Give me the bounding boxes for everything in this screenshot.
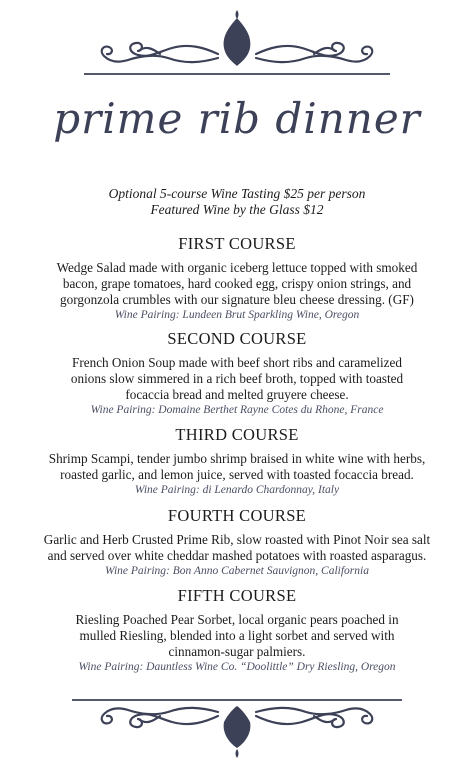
intro-block <box>0 186 474 218</box>
course-fourth <box>12 506 462 579</box>
course-description <box>12 451 462 483</box>
course-heading: THIRD COURSE <box>175 425 299 444</box>
course-description <box>12 532 462 564</box>
wine-pairing: Wine Pairing: Domaine Berthet Rayne Cotes du Rhone, France <box>90 404 384 416</box>
menu-title: prime rib dinner <box>53 94 421 143</box>
course-second <box>12 329 462 418</box>
description-line: Riesling Poached Pear Sorbet, local organic pears poached in <box>75 612 399 627</box>
description-line: gorgonzola crumbles with our signature bleu cheese dressing. (GF) <box>60 292 414 307</box>
description-line: Garlic and Herb Crusted Prime Rib, slow roasted with Pinot Noir sea salt <box>43 532 431 547</box>
description-line: roasted garlic, and lemon juice, served with toasted focaccia bread. <box>60 467 414 482</box>
top-flourish-ornament <box>0 8 474 82</box>
wine-pairing: Wine Pairing: Dauntless Wine Co. “Doolittle” Dry Riesling, Oregon <box>78 661 396 673</box>
course-heading: FIRST COURSE <box>178 234 296 253</box>
description-line: Shrimp Scampi, tender jumbo shrimp braised in white wine with herbs, <box>48 451 426 466</box>
course-description <box>12 355 462 403</box>
description-line: cinnamon-sugar palmiers. <box>168 644 306 659</box>
wine-pairing: Wine Pairing: di Lenardo Chardonnay, Italy <box>134 484 340 496</box>
course-description <box>12 612 462 660</box>
description-line: French Onion Soup made with beef short ribs and caramelized <box>72 355 402 370</box>
description-line: and served over white cheddar mashed potatoes with roasted asparagus. <box>47 548 427 563</box>
featured-wine-offer: Featured Wine by the Glass $12 <box>150 202 324 217</box>
course-heading: FOURTH COURSE <box>167 506 307 525</box>
description-line: Wedge Salad made with organic iceberg lettuce topped with smoked <box>56 260 418 275</box>
description-line: bacon, grape tomatoes, hard cooked egg, crispy onion strings, and <box>62 276 412 291</box>
wine-tasting-offer: Optional 5-course Wine Tasting $25 per person <box>108 186 366 201</box>
bottom-flourish-ornament <box>0 694 474 760</box>
description-line: focaccia bread and melted gruyere cheese. <box>125 387 349 402</box>
course-heading: FIFTH COURSE <box>177 586 297 605</box>
course-third <box>12 425 462 498</box>
course-description <box>12 260 462 308</box>
wine-pairing: Wine Pairing: Bon Anno Cabernet Sauvignon, California <box>105 565 369 577</box>
description-line: mulled Riesling, blended into a light sorbet and served with <box>79 628 395 643</box>
wine-pairing: Wine Pairing: Lundeen Brut Sparkling Wine, Oregon <box>114 309 360 321</box>
description-line: onions slow simmered in a rich beef broth, topped with toasted <box>70 371 404 386</box>
course-first <box>12 234 462 323</box>
course-heading: SECOND COURSE <box>167 329 307 348</box>
course-fifth <box>12 586 462 675</box>
